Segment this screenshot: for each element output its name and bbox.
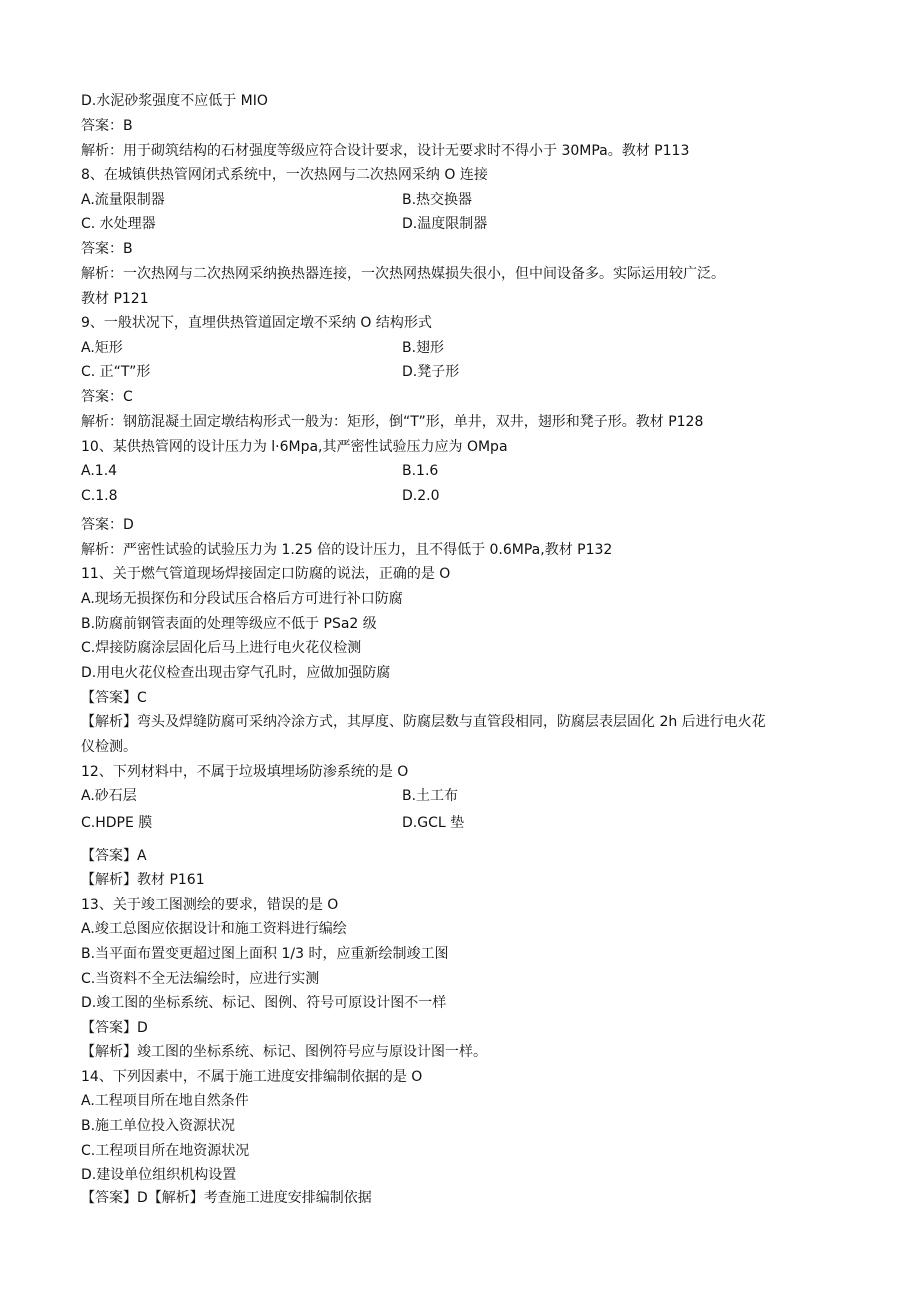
option-a: A.矩形 (81, 340, 123, 356)
answer-line: 答案：B (81, 241, 133, 257)
question-11: 11、关于燃气管道现场焊接固定口防腐的说法，正确的是 O (81, 566, 451, 582)
option-a: A.1.4 (81, 463, 118, 479)
answer-line: 答案：B (81, 118, 133, 134)
option-c: C. 水处理器 (81, 216, 156, 232)
option-d: D.凳子形 (402, 364, 460, 380)
option-d: D.2.0 (402, 488, 440, 504)
option-c: C.当资料不全无法编绘时，应进行实测 (81, 971, 320, 987)
option-d: D.用电火花仪检查出现击穿气孔时，应做加强防腐 (81, 665, 391, 681)
option-a: A.流量限制器 (81, 192, 165, 208)
option-d: D.GCL 垫 (402, 815, 465, 831)
option-c: C.1.8 (81, 488, 118, 504)
option-b: B.热交换器 (402, 192, 473, 208)
option-a: A.竣工总图应依据设计和施工资料进行编绘 (81, 921, 347, 937)
text-line: D.水泥砂浆强度不应低于 MIO (81, 93, 268, 109)
answer-line: 答案：C (81, 389, 133, 405)
analysis-line: 解析：严密性试验的试验压力为 1.25 倍的设计压力，且不得低于 0.6MPa,教材 P132 (81, 542, 613, 558)
option-d: D.竣工图的坐标系统、标记、图例、符号可原设计图不一样 (81, 995, 447, 1011)
option-d: D.温度限制器 (402, 216, 488, 232)
option-b: B.当平面布置变更超过图上面积 1/3 时，应重新绘制竣工图 (81, 946, 449, 962)
analysis-line: 仪检测。 (81, 739, 137, 755)
option-c: C.工程项目所在地资源状况 (81, 1143, 250, 1159)
question-8: 8、在城镇供热管网闭式系统中，一次热网与二次热网采纳 O 连接 (81, 167, 488, 183)
option-b: B.翅形 (402, 340, 445, 356)
option-a: A.砂石层 (81, 788, 137, 804)
answer-analysis-line: 【答案】D【解析】考查施工进度安排编制依据 (81, 1190, 372, 1206)
analysis-line: 解析：一次热网与二次热网采纳换热器连接，一次热网热媒损失很小，但中间设备多。实际运用较广泛。 (81, 266, 725, 282)
analysis-line: 解析：钢筋混凝土固定墩结构形式一般为：矩形，倒“T”形，单井，双井，翅形和凳子形。教材 P128 (81, 414, 704, 430)
analysis-line: 【解析】竣工图的坐标系统、标记、图例符号应与原设计图一样。 (81, 1044, 487, 1060)
question-9: 9、一般状况下，直埋供热管道固定墩不采纳 O 结构形式 (81, 315, 432, 331)
option-b: B.1.6 (402, 463, 439, 479)
option-c: C. 正“T”形 (81, 364, 151, 380)
analysis-line: 【解析】教材 P161 (81, 872, 205, 888)
option-b: B.防腐前钢管表面的处理等级应不低于 PSa2 级 (81, 616, 377, 632)
answer-line: 【答案】D (81, 1020, 148, 1036)
option-c: C.焊接防腐涂层固化后马上进行电火花仪检测 (81, 640, 362, 656)
question-14: 14、下列因素中，不属于施工进度安排编制依据的是 O (81, 1069, 423, 1085)
option-b: B.土工布 (402, 788, 459, 804)
option-b: B.施工单位投入资源状况 (81, 1118, 236, 1134)
option-a: A.工程项目所在地自然条件 (81, 1093, 249, 1109)
question-10: 10、某供热管网的设计压力为 l·6Mpa,其严密性试验压力应为 OMpa (81, 439, 508, 455)
question-13: 13、关于竣工图测绘的要求，错误的是 O (81, 897, 339, 913)
answer-line: 【答案】A (81, 848, 147, 864)
analysis-line: 教材 P121 (81, 291, 149, 307)
option-d: D.建设单位组织机构设置 (81, 1167, 237, 1183)
option-c: C.HDPE 膜 (81, 815, 153, 831)
analysis-line: 解析：用于砌筑结构的石材强度等级应符合设计要求，设计无要求时不得小于 30MPa。教材 P113 (81, 143, 690, 159)
question-12: 12、下列材料中，不属于垃圾填埋场防渗系统的是 O (81, 764, 409, 780)
option-a: A.现场无损探伤和分段试压合格后方可进行补口防腐 (81, 591, 403, 607)
analysis-line: 【解析】弯头及焊缝防腐可采纳冷涂方式，其厚度、防腐层数与直管段相同，防腐层表层固化 2h 后进行电火花 (81, 714, 766, 730)
answer-line: 答案：D (81, 517, 134, 533)
answer-line: 【答案】C (81, 690, 147, 706)
